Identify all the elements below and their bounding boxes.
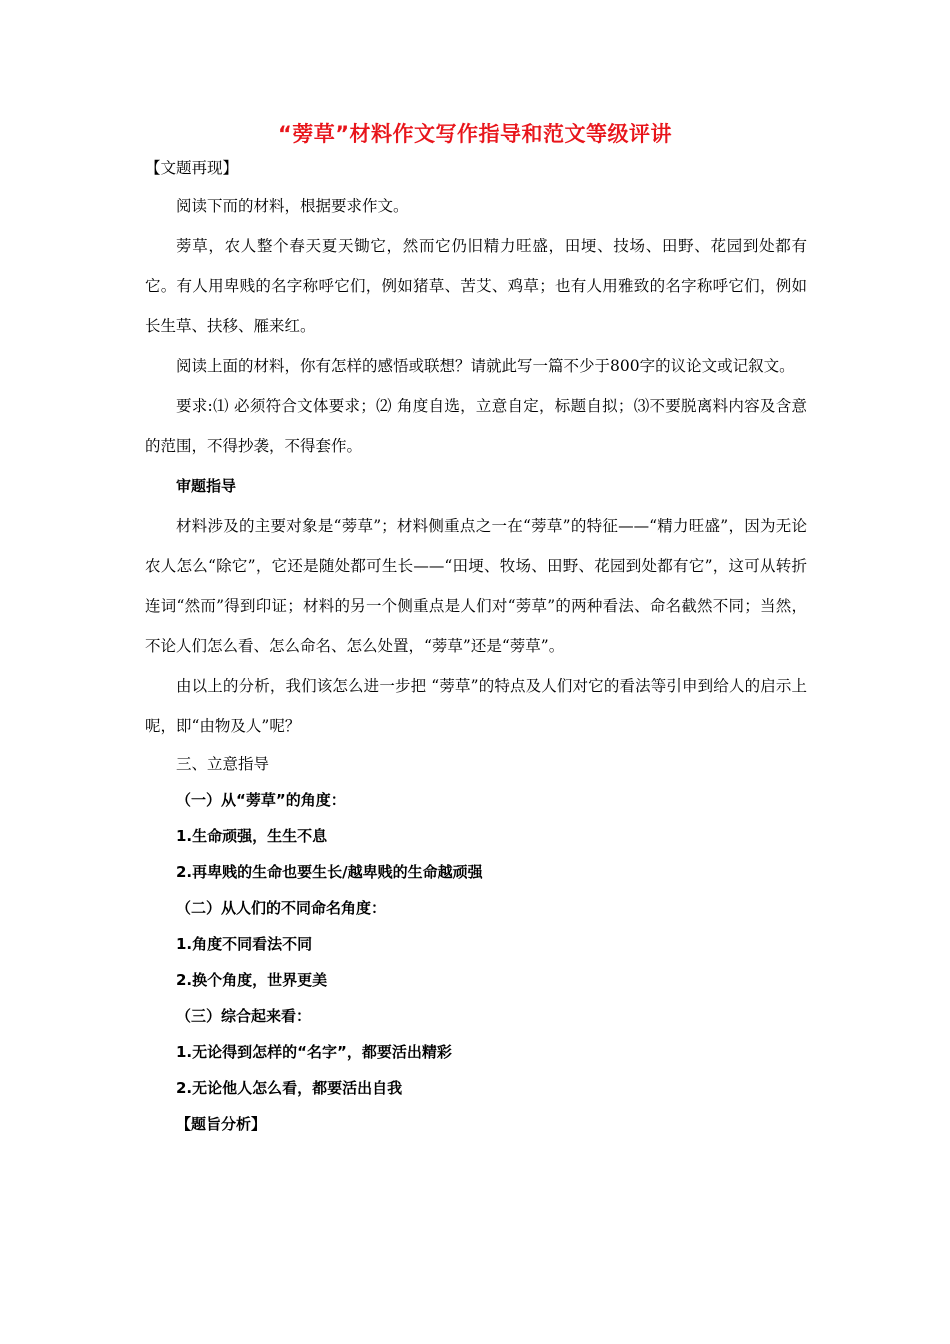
theme-group-c-item-1: 1.无论得到怎样的“名字”，都要活出精彩 [176, 1043, 452, 1061]
theme-group-c-item-2: 2.无论他人怎么看，都要活出自我 [176, 1079, 403, 1097]
section-heading-prompt: 【文题再现】 [145, 159, 239, 177]
paragraph-requirements: 要求:⑴ 必须符合文体要求；⑵ 角度自选，立意自定，标题自拟；⑶不要脱离料内容及含意的范围，不得抄袭，不得套作。 [145, 397, 807, 455]
theme-group-b-title: （二）从人们的不同命名角度： [176, 899, 387, 917]
theme-group-a-title: （一）从“蒡草”的角度： [176, 791, 346, 809]
paragraph-material: 蒡草，农人整个春天夏天锄它，然而它仍旧精力旺盛，田埂、技场、田野、花园到处都有它。有人用卑贱的名字称呼它们，例如猪草、苦艾、鸡草；也有人用雅致的名字称呼它们，例如长生草、扶移、雁来红。 [145, 237, 807, 335]
theme-group-c-title: （三）综合起来看： [176, 1007, 312, 1025]
document-body [145, 150, 807, 1142]
theme-group-a-item-1: 1.生命顽强，生生不息 [176, 827, 328, 845]
theme-group-b-item-1: 1.角度不同看法不同 [176, 935, 313, 953]
paragraph-task: 阅读上面的材料，你有怎样的感悟或联想？请就此写一篇不少于800字的议论文或记叙文。 [176, 357, 795, 375]
paragraph-instruction: 阅读下而的材料，根据要求作文。 [176, 197, 409, 215]
document-title: “蒡草”材料作文写作指导和范文等级评讲 [277, 122, 673, 146]
paragraph-analysis-followup: 由以上的分析，我们该怎么进一步把 “蒡草”的特点及人们对它的看法等引申到给人的启示上呢，即“由物及人”呢？ [145, 677, 807, 735]
theme-group-a-item-2: 2.再卑贱的生命也要生长/越卑贱的生命越顽强 [176, 863, 483, 881]
theme-group-b-item-2: 2.换个角度，世界更美 [176, 971, 328, 989]
section-heading-theme: 三、立意指导 [176, 755, 270, 773]
paragraph-analysis: 材料涉及的主要对象是“蒡草”；材料侧重点之一在“蒡草”的特征——“精力旺盛”，因为无论农人怎么“除它”，它还是随处都可生长——“田埂、牧场、田野、花园到处都有它”，这可从转折连词“然而”得到印证；材料的另一个侧重点是人们对“蒡草”的两种看法、命名截然不同；当然，不论人们怎么看、怎么命名、怎么处置，“蒡草”还是“蒡草”。 [145, 517, 807, 655]
section-heading-analysis: 审题指导 [176, 477, 237, 495]
section-heading-purpose: 【题旨分析】 [176, 1115, 267, 1133]
